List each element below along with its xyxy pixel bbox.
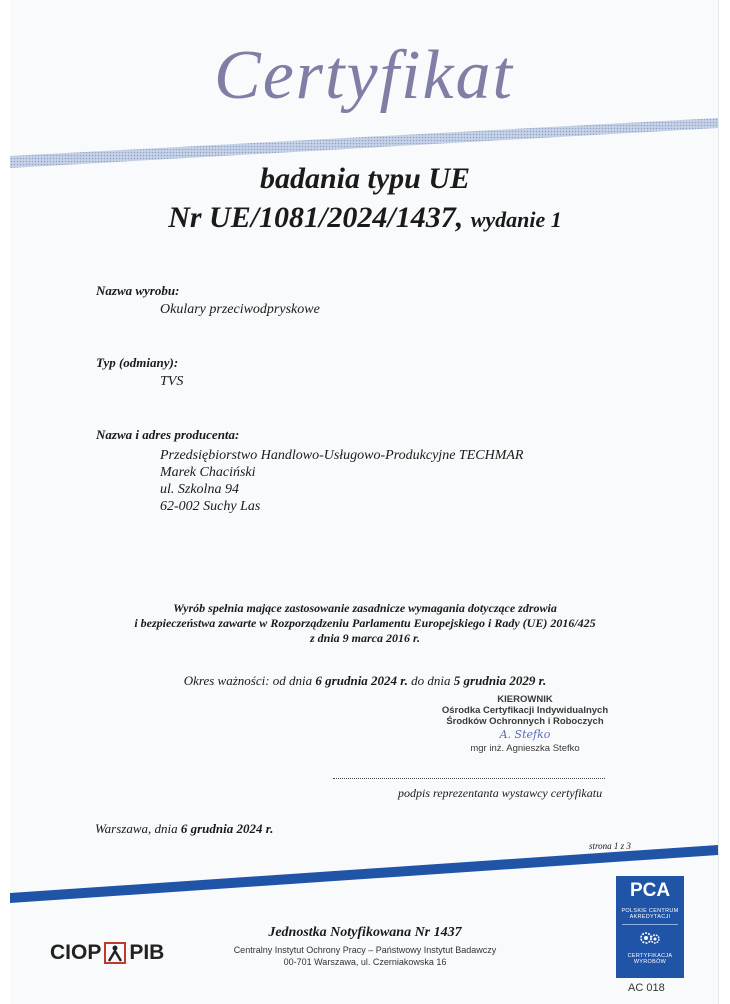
pca-name-line: AKREDYTACJI <box>629 914 671 920</box>
pca-abbreviation: PCA <box>629 880 671 901</box>
ciop-logo-text: CIOP <box>50 941 102 964</box>
manufacturer-address <box>160 447 523 515</box>
manufacturer-line: Marek Chaciński <box>160 465 256 480</box>
certificate-number: Nr UE/1081/2024/1437, <box>168 201 464 234</box>
stamp-org-line: Ośrodka Certyfikacji Indywidualnych <box>441 705 609 716</box>
type-label: Typ (odmiany): <box>96 355 179 370</box>
page-counter: strona 1 z 3 <box>589 841 631 851</box>
compliance-line: Wyrób spełnia mające zastosowanie zasadnicze wymagania dotyczące zdrowia <box>173 601 557 615</box>
signature-line <box>333 778 605 779</box>
compliance-line: z dnia 9 marca 2016 r. <box>309 631 420 645</box>
certificate-edition: wydanie 1 <box>470 207 562 232</box>
pca-accreditation-badge <box>616 876 684 978</box>
official-stamp <box>430 694 620 754</box>
institute-address: 00-701 Warszawa, ul. Czerniakowska 16 <box>283 957 447 967</box>
pca-cert-line: CERTYFIKACJA <box>627 953 673 959</box>
compliance-line: i bezpieczeństwa zawarte w Rozporządzeniu Parlamentu Europejskiego i Rady (UE) 2016/425 <box>134 616 596 630</box>
manufacturer-label: Nazwa i adres producenta: <box>96 427 240 442</box>
pca-name-line: POLSKIE CENTRUM <box>621 908 679 914</box>
accreditation-code: AC 018 <box>628 982 665 994</box>
stamp-org-line: Środków Ochronnych i Roboczych <box>446 716 604 727</box>
heading-type-examination: badania typu UE <box>259 162 471 195</box>
ciop-person-icon <box>104 942 126 964</box>
certificate-page <box>10 0 719 1004</box>
ciop-pib-logo <box>50 940 164 966</box>
handwritten-signature: A. Stefko <box>499 728 551 741</box>
gears-icon <box>637 930 663 946</box>
validity-period <box>0 673 730 689</box>
validity-to: 5 grudnia 2029 r. <box>453 673 547 688</box>
compliance-statement <box>0 601 730 646</box>
decorative-band-bottom <box>10 845 718 915</box>
certificate-title: Certyfikat <box>214 37 514 114</box>
manufacturer-line: ul. Szkolna 94 <box>160 482 239 497</box>
institute-name: Centralny Instytut Ochrony Pracy – Państwowy Instytut Badawczy <box>233 945 497 955</box>
signature-caption: podpis reprezentanta wystawcy certyfikatu <box>398 786 603 800</box>
type-value: TVS <box>160 374 184 389</box>
place-prefix: Warszawa, dnia <box>95 821 181 836</box>
product-name-label: Nazwa wyrobu: <box>96 283 180 298</box>
manufacturer-line: 62-002 Suchy Las <box>160 499 261 514</box>
validity-prefix: Okres ważności: od dnia <box>183 673 316 688</box>
product-name-value: Okulary przeciwodpryskowe <box>160 302 320 317</box>
heading-certificate-number <box>0 201 730 235</box>
validity-from: 6 grudnia 2024 r. <box>315 673 408 688</box>
pib-logo-text: PIB <box>129 941 165 964</box>
stamp-signer-name: mgr inż. Agnieszka Stefko <box>470 743 580 754</box>
pca-cert-line: WYROBÓW <box>633 959 667 965</box>
manufacturer-line: Przedsiębiorstwo Handlowo-Usługowo-Produkcyjne TECHMAR <box>160 448 524 463</box>
notified-body: Jednostka Notyfikowana Nr 1437 <box>268 925 462 940</box>
validity-middle: do dnia <box>407 673 454 688</box>
issue-date: 6 grudnia 2024 r. <box>180 821 274 836</box>
stamp-role: KIEROWNIK <box>497 694 553 705</box>
place-and-date <box>95 821 273 837</box>
